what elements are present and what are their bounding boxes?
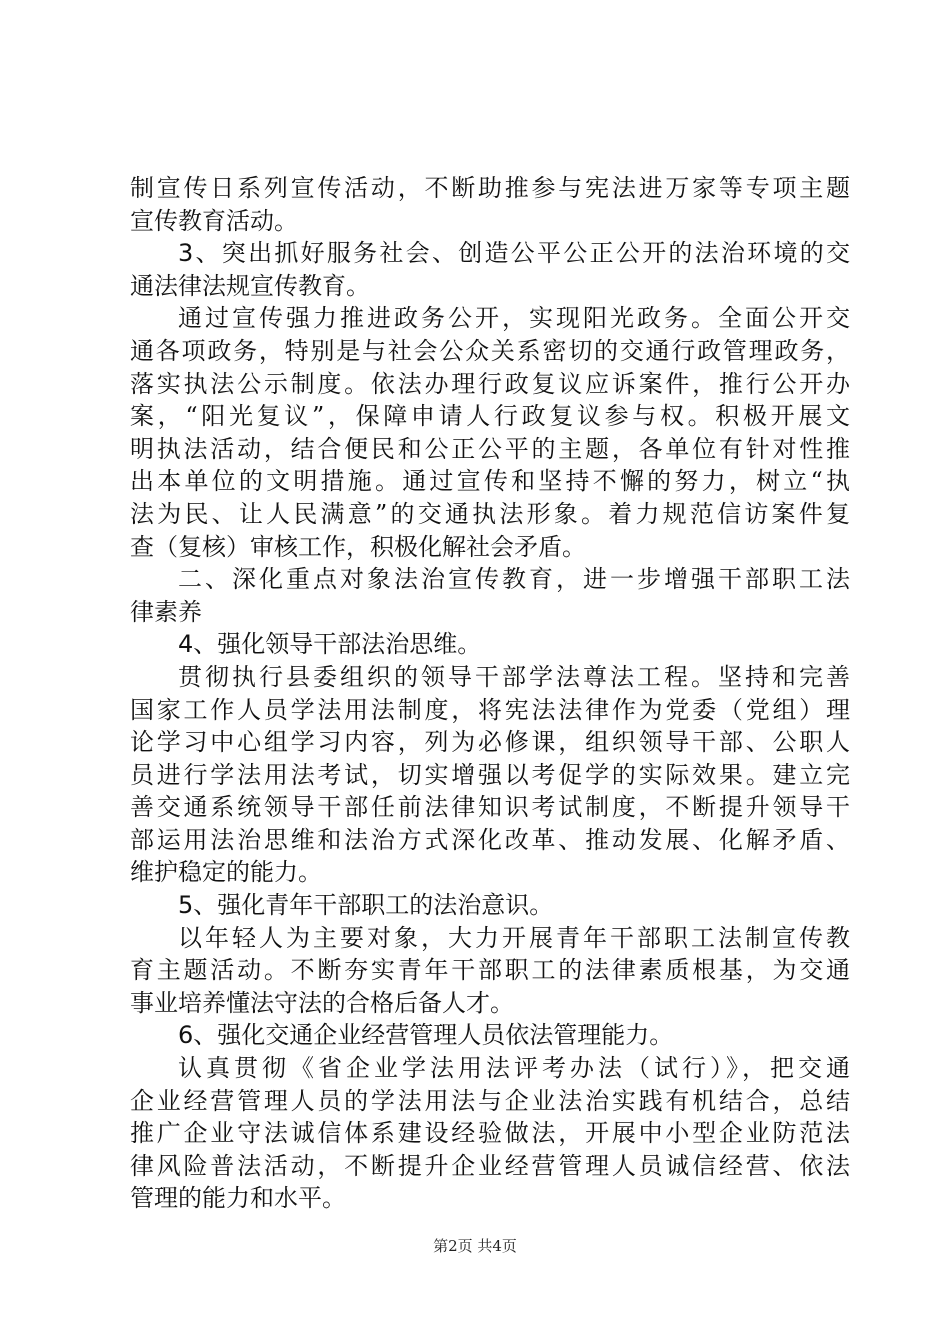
section-heading [130,563,850,628]
section-heading [130,628,850,661]
document-body [130,172,850,1215]
text-line: 事业培养懂法守法的合格后备人才。 [130,988,514,1017]
text-line: 律风险普法活动，不断提升企业经营管理人员诚信经营、依法 [130,1151,850,1180]
text-line: 推广企业守法诚信体系建设经验做法，开展中小型企业防范法 [130,1119,850,1148]
page-number: 第2页 共4页 [433,1237,517,1255]
text-line: 管理的能力和水平。 [130,1184,346,1213]
section-heading [130,889,850,922]
text-line: 论学习中心组学习内容，列为必修课，组织领导干部、公职人 [130,728,850,757]
text-line: 宣传教育活动。 [130,206,298,235]
text-line: 通法律法规宣传教育。 [130,271,370,300]
text-line: 部运用法治思维和法治方式深化改革、推动发展、化解矛盾、 [130,825,850,854]
text-line: 5、强化青年干部职工的法治意识。 [178,891,554,920]
text-line: 3、突出抓好服务社会、创造公平公正公开的法治环境的交 [178,239,850,268]
section-heading [130,1019,850,1052]
text-line: 4、强化领导干部法治思维。 [178,630,482,659]
text-line: 明执法活动，结合便民和公正公平的主题，各单位有针对性推 [130,434,850,463]
text-line: 落实执法公示制度。依法办理行政复议应诉案件，推行公开办 [130,369,850,398]
text-line: 员进行学法用法考试，切实增强以考促学的实际效果。建立完 [130,760,850,789]
text-line: 企业经营管理人员的学法用法与企业法治实践有机结合，总结 [130,1086,850,1115]
text-line: 制宣传日系列宣传活动，不断助推参与宪法进万家等专项主题 [130,174,850,202]
text-line: 认真贯彻《省企业学法用法评考办法（试行）》，把交通 [178,1054,850,1083]
text-line: 律素养 [130,597,202,626]
text-line: 国家工作人员学法用法制度，将宪法法律作为党委（党组）理 [130,695,850,724]
text-line: 法为民、让人民满意”的交通执法形象。着力规范信访案件复 [130,499,850,528]
text-line: 查（复核）审核工作，积极化解社会矛盾。 [130,532,586,561]
paragraph [130,922,850,1020]
paragraph [130,661,850,889]
text-line: 善交通系统领导干部任前法律知识考试制度，不断提升领导干 [130,793,850,822]
text-line: 育主题活动。不断夯实青年干部职工的法律素质根基，为交通 [130,956,850,985]
text-line: 二、深化重点对象法治宣传教育，进一步增强干部职工法 [178,565,850,594]
paragraph [130,302,850,563]
text-line: 贯彻执行县委组织的领导干部学法尊法工程。坚持和完善 [178,662,850,691]
text-line: 6、强化交通企业经营管理人员依法管理能力。 [178,1021,674,1050]
text-line: 通过宣传强力推进政务公开，实现阳光政务。全面公开交 [178,304,850,333]
text-line: 以年轻人为主要对象，大力开展青年干部职工法制宣传教 [178,923,850,952]
text-line: 维护稳定的能力。 [130,858,322,887]
text-line: 出本单位的文明措施。通过宣传和坚持不懈的努力，树立“执 [130,467,850,496]
section-heading [130,237,850,302]
text-line: 通各项政务，特别是与社会公众关系密切的交通行政管理政务， [130,336,850,365]
text-line: 案，“阳光复议”，保障申请人行政复议参与权。积极开展文 [130,402,850,431]
page-footer [0,1236,950,1256]
paragraph [130,172,850,237]
paragraph [130,1052,850,1215]
